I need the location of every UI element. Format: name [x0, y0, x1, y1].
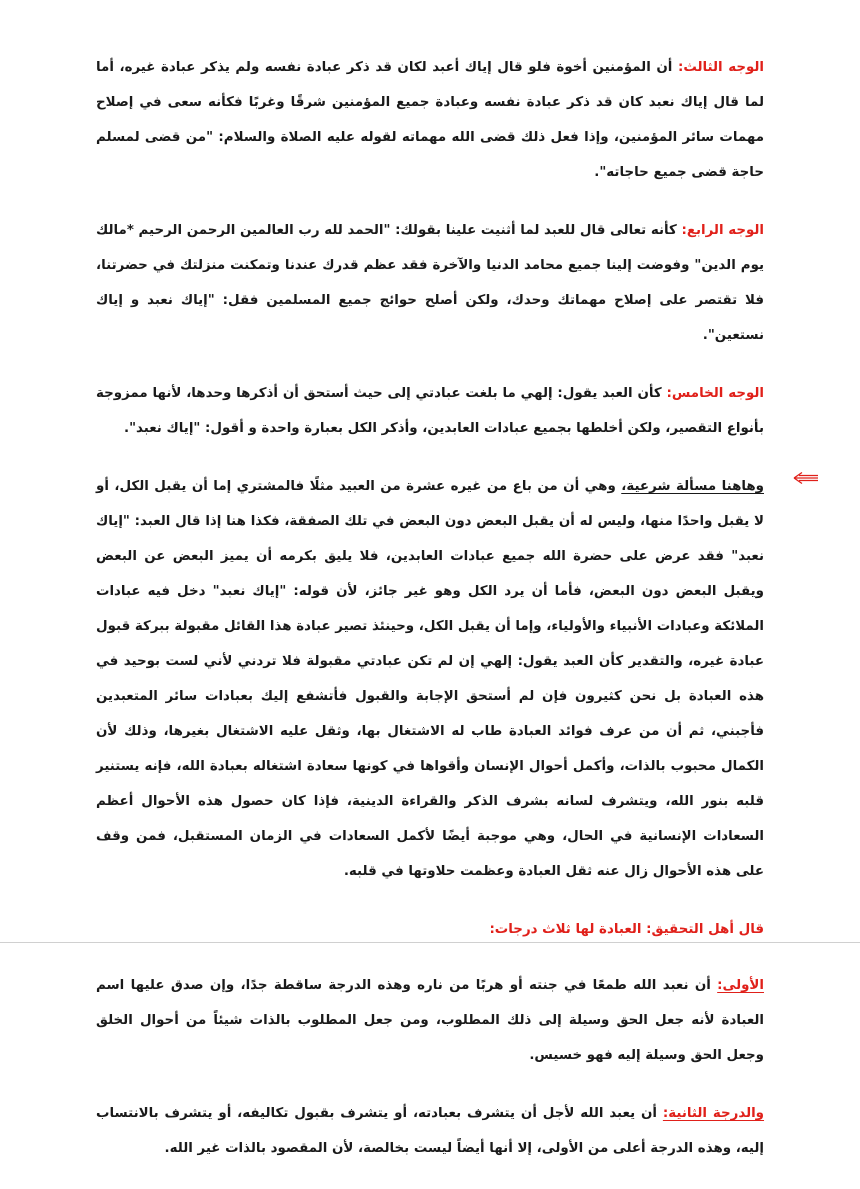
section-heading: قال أهل التحقيق: العبادة لها ثلاث درجات:: [489, 922, 764, 937]
paragraph-label: والدرجة الثانية:: [662, 1106, 765, 1121]
paragraph-label: الوجه الثالث:: [677, 60, 764, 75]
paragraph-third-aspect: [96, 50, 764, 190]
paragraph-legal-issue: [96, 469, 764, 889]
page-bottom-edge: [0, 942, 860, 943]
paragraph-text: أن يعبد الله لأجل أن يتشرف بعبادته، أو يتشرف بقبول تكاليفه، أو يتشرف بالانتساب إليه، وهذه الدرجة أعلى من الأولى، إلا أنها أيضاً ليست بخالصة، لأن المقصود بالذات غير الله.: [96, 1106, 764, 1156]
paragraph-fifth-aspect: [96, 376, 764, 446]
paragraph-second-degree: [96, 1096, 764, 1166]
paragraph-first-degree: [96, 968, 764, 1073]
paragraph-text: وهي أن من باع من غيره عشرة من العبيد مثلًا فالمشتري إما أن يقبل الكل، أو لا يقبل واحدًا منها، وليس له أن يقبل البعض دون البعض في تلك الصفقة، فكذا هنا إذا قال العبد: "إياك نعبد" فقد عرض على حضرة الله جميع عبادات العابدين، فلا يليق بكرمه أن يميز البعض عن البعض ويقبل البعض دون البعض، فأما أن يرد الكل وهو غير جائز، لأن قوله: "إياك نعبد" دخل فيه عبادات الملائكة وعبادات الأنبياء والأولياء، وإما أن يقبل الكل، وحينئذ تصير عبادة هذا القائل مقبولة ببركة قبول عبادة غيره، والتقدير كأن العبد يقول: إلهي إن لم تكن عبادتي مقبولة فلا تردني لأني لست بوحيد في هذه العبادة بل نحن كثيرون فإن لم أستحق الإجابة والقبول فأتشفع إليك بعبادات سائر المتعبدين فأجبني، ثم أن من عرف فوائد العبادة طاب له الاشتغال بها، وثقل عليه الاشتغال بغيرها، وذلك لأن الكمال محبوب بالذات، وأكمل أحوال الإنسان وأقواها في كونها سعادة اشتغاله بعبادة الله، فإنه يستنير قلبه بنور الله، ويتشرف لسانه بشرف الذكر والقراءة الدينية، فإذا كان حصول هذه الأحوال أعظم السعادات الإنسانية في الحال، وهي موجبة أيضًا لأكمل السعادات في الزمان المستقبل، فمن وقف على هذه الأحوال زال عنه ثقل العبادة وعظمت حلاوتها في قلبه.: [96, 479, 764, 879]
paragraph-fourth-aspect: [96, 213, 764, 353]
paragraph-text: كأن العبد يقول: إلهي ما بلغت عبادتي إلى حيث أستحق أن أذكرها وحدها، لأنها ممزوجة بأنواع التقصير، ولكن أخلطها بجميع عبادات العابدين، وأذكر الكل بعبارة واحدة و أقول: "إياك نعبد".: [96, 386, 764, 436]
paragraph-label: وهاهنا مسألة شرعية،: [621, 479, 764, 494]
legal-issue-block: [96, 469, 764, 889]
paragraph-label: الوجه الخامس:: [666, 386, 764, 401]
paragraph-text: أن المؤمنين أخوة فلو قال إياك أعبد لكان قد ذكر عبادة نفسه ولم يذكر عبادة غيره، أما لما قال إياك نعبد كان قد ذكر عبادة نفسه وعبادة جميع المؤمنين شرقًا وغربًا فكأنه سعى في إصلاح مهمات سائر المؤمنين، وإذا فعل ذلك قضى الله مهماته لقوله عليه الصلاة والسلام: "من قضى لمسلم حاجة قضى جميع حاجاته".: [96, 60, 764, 180]
paragraph-label: الأولى:: [717, 978, 764, 993]
document-page: [96, 50, 764, 1189]
paragraph-text: كأنه تعالى قال للعبد لما أثنيت علينا بقولك: "الحمد لله رب العالمين الرحمن الرحيم *مالك يوم الدين" وفوضت إلينا جميع محامد الدنيا والآخرة فقد عظم قدرك عندنا وتمكنت منزلتك في حضرتنا، فلا تقتصر على إصلاح مهماتك وحدك، ولكن أصلح حوائج جميع المسلمين فقل: "إياك نعبد و إياك نستعين".: [96, 223, 764, 343]
left-arrow-icon: [793, 471, 819, 485]
paragraph-label: الوجه الرابع:: [681, 223, 764, 238]
paragraph-text: أن نعبد الله طمعًا في جنته أو هربًا من ناره وهذه الدرجة ساقطة جدًا، وإن صدق عليها اسم العبادة لأنه جعل الحق وسيلة إلى ذلك المطلوب، ومن جعل المطلوب بالذات شيئاً من أحوال الخلق وجعل الحق وسيلة إليه فهو خسيس.: [96, 978, 764, 1063]
